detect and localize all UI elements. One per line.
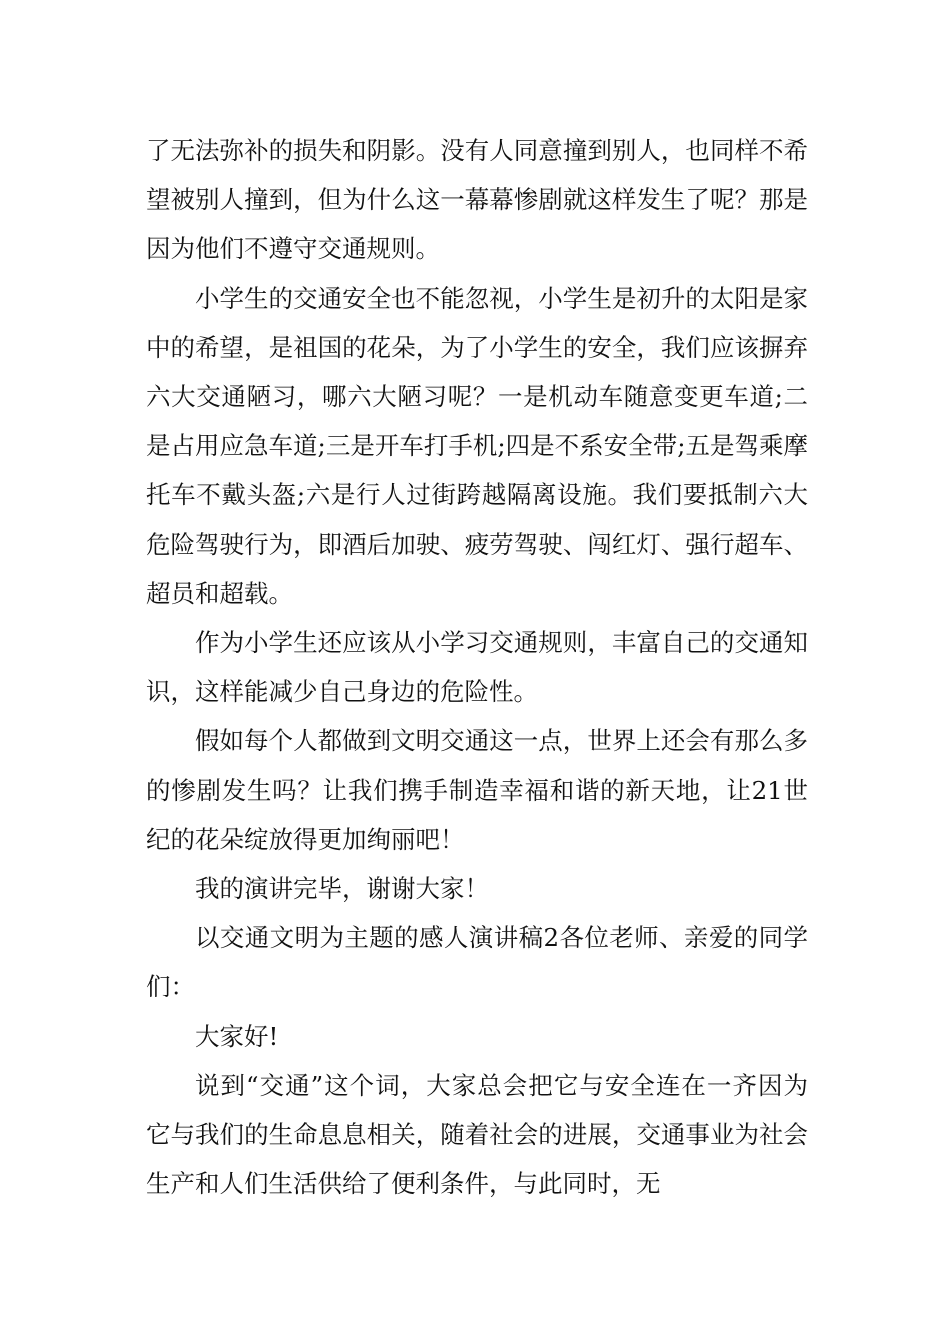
paragraph-3: 作为小学生还应该从小学习交通规则，丰富自己的交通知识，这样能减少自己身边的危险性。 <box>146 628 808 707</box>
paragraph-2: 小学生的交通安全也不能忽视，小学生是初升的太阳是家中的希望，是祖国的花朵，为了小学生的安全，我们应该摒弃六大交通陋习，哪六大陋习呢？一是机动车随意变更车道;二是占用应急车道;三是开车打手机;四是不系安全带;五是驾乘摩托车不戴头盔;六是行人过街跨越隔离设施。我们要抵制六大危险驾驶行为，即酒后加驶、疲劳驾驶、闯红灯、强行超车、超员和超载。 <box>146 283 808 608</box>
paragraph-7: 大家好! <box>195 1021 279 1051</box>
document-body <box>146 126 808 1208</box>
paragraph-4: 假如每个人都做到文明交通这一点，世界上还会有那么多的惨剧发生吗？让我们携手制造幸福和谐的新天地，让21世纪的花朵绽放得更加绚丽吧！ <box>146 726 808 854</box>
paragraph-1: 了无法弥补的损失和阴影。没有人同意撞到别人，也同样不希望被别人撞到，但为什么这一幕幕惨剧就这样发生了呢？那是因为他们不遵守交通规则。 <box>146 136 808 264</box>
paragraph-5: 我的演讲完毕，谢谢大家！ <box>195 874 489 904</box>
paragraph-6: 以交通文明为主题的感人演讲稿2各位老师、亲爱的同学们： <box>146 923 808 1002</box>
paragraph-8: 说到“交通”这个词，大家总会把它与安全连在一齐因为它与我们的生命息息相关，随着社会的进展，交通事业为社会生产和人们生活供给了便利条件，与此同时，无 <box>146 1070 808 1199</box>
